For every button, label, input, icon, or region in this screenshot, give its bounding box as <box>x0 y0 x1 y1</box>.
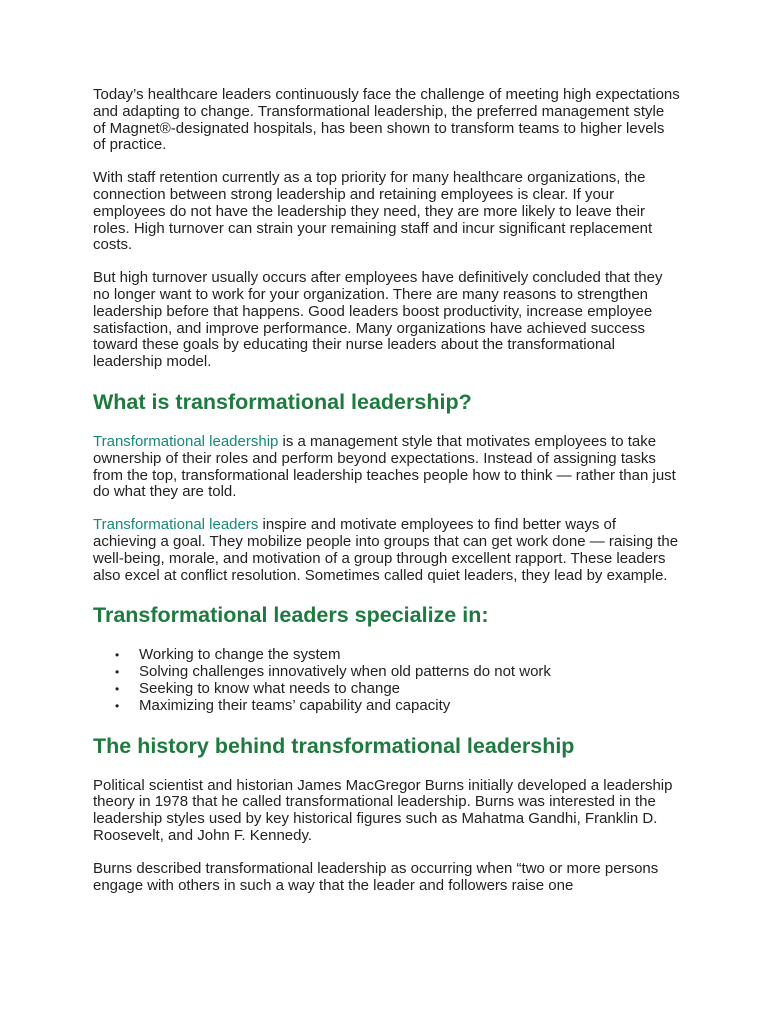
definition-text: is a management style that motivates employees to take ownership of their roles and perform beyond expectations. Instead of assigning tasks from the top, transformational leadership teaches people how to think — rather than just do what they are told. <box>93 432 676 501</box>
section-heading-specialize: Transformational leaders specialize in: <box>93 603 489 628</box>
leaders-text: inspire and motivate employees to find better ways of achieving a goal. They mobilize people into groups that can get work done — raising the well-being, morale, and motivation of a group through excellent rapport. These leaders also excel at conflict resolution. Sometimes called quiet leaders, they lead by example. <box>93 516 679 584</box>
list-item-text: Working to change the system <box>139 646 341 664</box>
transformational-leaders-link[interactable]: Transformational leaders <box>93 516 259 534</box>
intro-paragraph-3: But high turnover usually occurs after employees have definitively concluded that they no longer want to work for your organization. There are many reasons to strengthen leadership before that happens. Good leaders boost productivity, increase employee satisfaction, and improve performance. Many organizations have achieved success toward these goals by educating their nurse leaders about the transformational leadership model. <box>93 269 663 371</box>
list-item <box>115 663 680 681</box>
list-item-text: Seeking to know what needs to change <box>139 679 401 697</box>
list-item <box>115 679 680 698</box>
bullet-icon: • <box>115 698 120 713</box>
list-item-text: Maximizing their teams’ capability and capacity <box>139 696 451 714</box>
list-item <box>115 696 680 715</box>
section-heading-what-is: What is transformational leadership? <box>93 389 472 414</box>
intro-paragraph-2: With staff retention currently as a top priority for many healthcare organizations, the connection between strong leadership and retaining employees is clear. If your employees do not have the leadership they need, they are more likely to leave their roles. High turnover can strain your remaining staff and incur significant replacement costs. <box>93 169 653 254</box>
bullet-icon: • <box>115 665 120 680</box>
intro-paragraph-1: Today’s healthcare leaders continuously face the challenge of meeting high expectations and adapting to change. Transformational leadership, the preferred management style of Magnet®-designated hospitals, has been shown to transform teams to higher levels of practice. <box>93 86 680 154</box>
section-heading-history: The history behind transformational leadership <box>93 733 575 758</box>
history-paragraph-2: Burns described transformational leadership as occurring when “two or more persons engage with others in such a way that the leader and followers raise one <box>93 859 659 894</box>
bullet-icon: • <box>115 681 120 696</box>
definition-paragraph <box>93 434 680 501</box>
leaders-paragraph <box>93 517 680 584</box>
transformational-leadership-link[interactable]: Transformational leadership <box>93 432 279 450</box>
history-paragraph-1: Political scientist and historian James MacGregor Burns initially developed a leadership theory in 1978 that he called transformational leadership. Burns was interested in the leadership styles used by key historical figures such as Mahatma Gandhi, Franklin D. Roosevelt, and John F. Kennedy. <box>93 776 673 844</box>
list-item-text: Solving challenges innovatively when old patterns do not work <box>139 663 551 681</box>
list-item <box>115 646 680 664</box>
bullet-icon: • <box>115 648 120 663</box>
specialize-list <box>93 647 680 714</box>
